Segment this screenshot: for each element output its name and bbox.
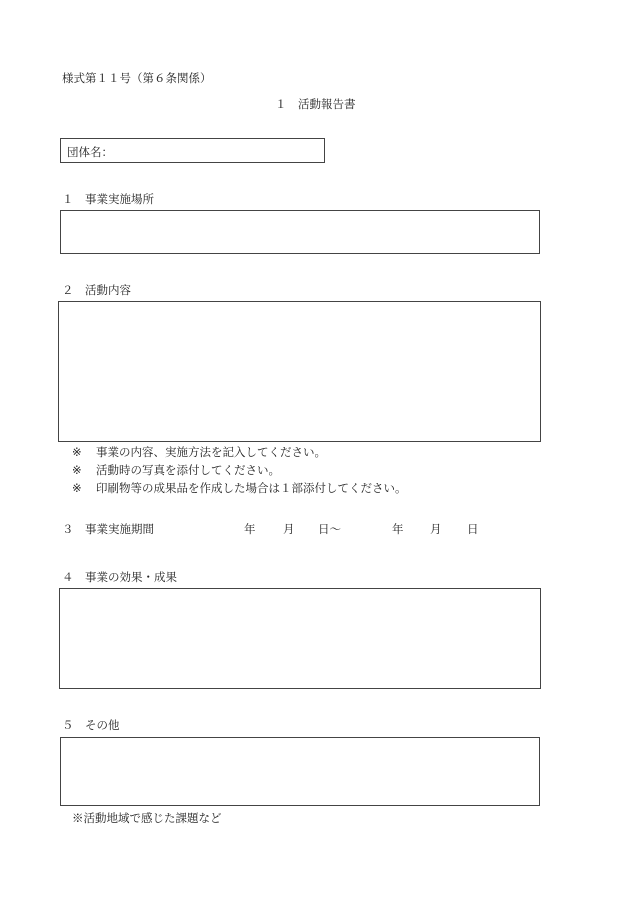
note-mark: ※ <box>72 481 82 495</box>
other-note: ※活動地域で感じた課題など <box>72 811 222 825</box>
content-section-title: ２ 活動内容 <box>62 283 131 297</box>
period-end-year: 年 <box>392 522 404 536</box>
period-start-day: 日～ <box>318 522 341 536</box>
group-name-label: 団体名： <box>67 145 113 159</box>
group-name-field[interactable] <box>60 138 325 163</box>
location-section-title: １ 事業実施場所 <box>62 192 154 206</box>
note-mark: ※ <box>72 463 82 477</box>
period-end-day: 日 <box>467 522 479 536</box>
content-note-3 <box>72 480 407 496</box>
note-text: 印刷物等の成果品を作成した場合は１部添付してください。 <box>96 481 407 495</box>
note-mark: ※ <box>72 445 82 459</box>
other-field[interactable] <box>60 737 540 806</box>
form-number: 様式第１１号（第６条関係） <box>62 71 212 85</box>
content-note-1 <box>72 444 326 460</box>
note-text: 活動時の写真を添付してください。 <box>96 463 280 477</box>
period-end-month: 月 <box>430 522 442 536</box>
location-field[interactable] <box>60 210 540 254</box>
note-text: 事業の内容、実施方法を記入してください。 <box>96 445 326 459</box>
effect-field[interactable] <box>59 588 541 689</box>
content-note-2 <box>72 462 280 478</box>
effect-section-title: ４ 事業の効果・成果 <box>62 570 177 584</box>
other-section-title: ５ その他 <box>62 718 120 732</box>
period-start-year: 年 <box>244 522 256 536</box>
content-field[interactable] <box>58 301 541 442</box>
period-start-month: 月 <box>283 522 295 536</box>
document-title: １ 活動報告書 <box>275 97 356 111</box>
period-section-title: ３ 事業実施期間 <box>62 522 154 536</box>
